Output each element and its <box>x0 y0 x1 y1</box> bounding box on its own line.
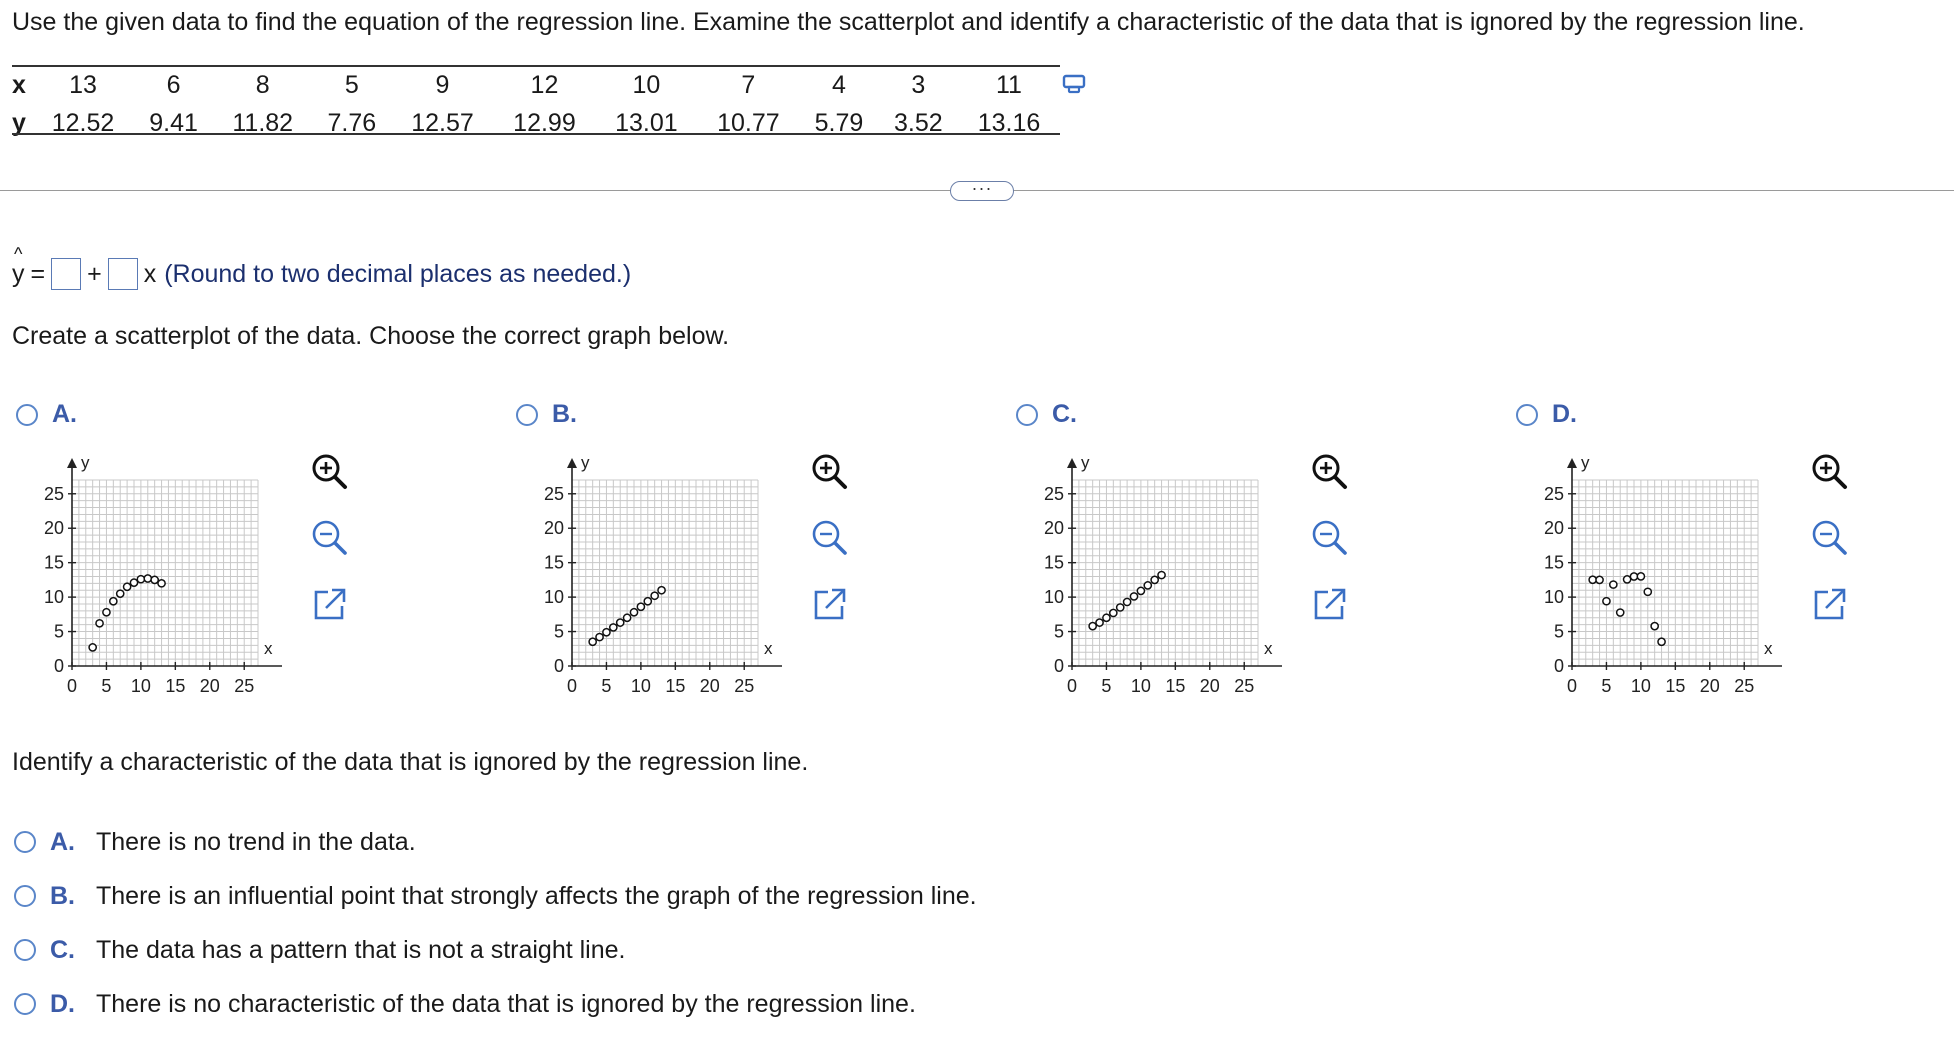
y-tick-label: 15 <box>1043 552 1064 573</box>
x-tick-label: 15 <box>1665 676 1686 696</box>
data-point <box>110 598 117 605</box>
choice-a-radio[interactable] <box>14 831 36 853</box>
x-cell: 10 <box>632 70 661 99</box>
y-tick-label: 15 <box>543 552 564 573</box>
y-cell: 9.41 <box>149 108 198 137</box>
x-axis-label: x <box>1264 639 1273 658</box>
slope-input[interactable] <box>108 258 138 290</box>
scatterplot-b <box>512 442 782 702</box>
y-tick-label: 0 <box>1553 656 1564 676</box>
y-cell: 12.57 <box>411 108 474 137</box>
data-point <box>624 614 631 621</box>
x-cell: 11 <box>996 70 1022 99</box>
graph-option-b-letter: B. <box>552 400 577 428</box>
data-point <box>1624 576 1631 583</box>
data-point <box>1137 587 1144 594</box>
data-point <box>637 603 644 610</box>
data-point <box>103 609 110 616</box>
zoom-in-icon[interactable] <box>1308 450 1350 492</box>
data-point <box>1644 588 1651 595</box>
y-tick-label: 20 <box>543 518 564 539</box>
data-point <box>630 609 637 616</box>
question-text: Use the given data to find the equation of the regression line. Examine the scatterplot and identify a characteristic of the data that is ignored by the regression line. <box>12 8 1805 36</box>
zoom-out-icon[interactable] <box>1808 516 1850 558</box>
graph-option-d-letter: D. <box>1552 400 1577 428</box>
data-table <box>12 66 1060 142</box>
choice-d-radio[interactable] <box>14 993 36 1015</box>
data-point <box>1596 576 1603 583</box>
x-axis-label: x <box>264 639 273 658</box>
data-point <box>1158 571 1165 578</box>
y-tick-label: 20 <box>1043 518 1064 539</box>
y-axis-label: y <box>81 453 90 472</box>
pop-out-icon[interactable] <box>1808 584 1850 626</box>
x-tick-label: 20 <box>699 676 720 696</box>
x-row-label: x <box>12 70 26 99</box>
data-point <box>603 629 610 636</box>
y-row-label: y <box>12 108 26 137</box>
zoom-out-icon[interactable] <box>808 516 850 558</box>
intercept-input[interactable] <box>51 258 81 290</box>
x-variable: x <box>143 259 157 288</box>
y-axis-arrow-icon <box>67 458 77 468</box>
y-tick-label: 15 <box>43 552 64 573</box>
choice-d-letter: D. <box>50 989 75 1018</box>
y-axis-arrow-icon <box>1567 458 1577 468</box>
zoom-out-icon[interactable] <box>1308 516 1350 558</box>
x-cell: 4 <box>832 70 846 99</box>
choice-c-text: The data has a pattern that is not a straight line. <box>96 935 626 964</box>
y-tick-label: 20 <box>43 518 64 539</box>
choice-a[interactable] <box>14 825 416 859</box>
graph-option-d <box>1512 398 1954 708</box>
y-cell: 3.52 <box>893 108 943 137</box>
more-button-label: ··· <box>971 178 993 198</box>
x-tick-label: 25 <box>234 676 255 696</box>
choice-a-letter: A. <box>50 827 75 856</box>
x-cell: 8 <box>255 70 270 99</box>
x-tick-label: 15 <box>665 676 686 696</box>
y-cell: 7.76 <box>327 108 377 137</box>
data-point <box>89 644 96 651</box>
y-tick-label: 5 <box>1553 621 1564 642</box>
y-tick-label: 10 <box>1543 587 1564 608</box>
y-tick-label: 10 <box>43 587 64 608</box>
choice-c[interactable] <box>14 933 626 967</box>
zoom-in-icon[interactable] <box>308 450 350 492</box>
data-point <box>158 580 165 587</box>
graph-option-d-radio[interactable] <box>1516 404 1538 426</box>
data-point <box>1603 598 1610 605</box>
x-tick-label: 10 <box>1130 676 1151 696</box>
data-point <box>1089 623 1096 630</box>
data-point <box>1124 598 1131 605</box>
graph-option-b-radio[interactable] <box>516 404 538 426</box>
y-axis-label: y <box>581 453 590 472</box>
choice-b-radio[interactable] <box>14 885 36 907</box>
data-point <box>1658 638 1665 645</box>
data-point <box>1144 582 1151 589</box>
scatterplot-c <box>1012 442 1282 702</box>
choice-b[interactable] <box>14 879 977 913</box>
x-tick-label: 5 <box>101 676 112 696</box>
graph-option-c-radio[interactable] <box>1016 404 1038 426</box>
x-tick-label: 20 <box>1199 676 1220 696</box>
copy-data-icon[interactable] <box>1062 74 1088 94</box>
y-row <box>12 104 1060 142</box>
y-tick-label: 5 <box>1053 621 1064 642</box>
data-point <box>610 624 617 631</box>
x-tick-label: 5 <box>1601 676 1612 696</box>
x-tick-label: 25 <box>1734 676 1755 696</box>
scatter-prompt: Create a scatterplot of the data. Choose the correct graph below. <box>12 322 730 350</box>
data-point <box>1117 604 1124 611</box>
graph-option-a-letter: A. <box>52 400 77 428</box>
data-point <box>124 583 131 590</box>
y-tick-label: 15 <box>1543 552 1564 573</box>
x-tick-label: 0 <box>1566 676 1578 696</box>
data-point <box>144 575 151 582</box>
y-tick-label: 5 <box>53 621 64 642</box>
data-point <box>1630 573 1637 580</box>
x-tick-label: 10 <box>630 676 651 696</box>
data-point <box>1096 619 1103 626</box>
y-tick-label: 25 <box>543 483 564 504</box>
scatterplot-d <box>1512 442 1782 702</box>
pop-out-icon[interactable] <box>808 584 850 626</box>
y-axis-arrow-icon <box>1067 458 1077 468</box>
data-point <box>151 576 158 583</box>
data-point <box>1589 576 1596 583</box>
y-cell: 12.52 <box>51 108 115 137</box>
x-row <box>12 66 1060 104</box>
data-point <box>658 587 665 594</box>
x-axis-label: x <box>1764 639 1773 658</box>
data-point <box>651 592 658 599</box>
pop-out-icon[interactable] <box>308 584 350 626</box>
table-bottom-rule <box>12 133 1060 135</box>
x-cell: 3 <box>911 70 926 99</box>
more-button[interactable] <box>950 178 1014 201</box>
x-tick-label: 0 <box>566 676 578 696</box>
x-cell: 7 <box>741 70 756 99</box>
x-cell: 12 <box>530 70 559 99</box>
choice-d[interactable] <box>14 987 916 1021</box>
y-cell: 12.99 <box>513 108 576 137</box>
x-tick-label: 25 <box>1234 676 1255 696</box>
x-tick-label: 20 <box>1699 676 1720 696</box>
data-point <box>137 576 144 583</box>
plus-sign: + <box>87 259 102 288</box>
y-cell: 13.01 <box>615 108 678 137</box>
data-point <box>596 633 603 640</box>
characteristic-prompt: Identify a characteristic of the data that is ignored by the regression line. <box>12 748 809 776</box>
y-tick-label: 10 <box>1043 587 1064 608</box>
data-point <box>1637 573 1644 580</box>
y-cell: 10.77 <box>717 108 780 137</box>
zoom-out-icon[interactable] <box>308 516 350 558</box>
equals-sign: = <box>30 259 46 288</box>
x-axis-label: x <box>764 639 773 658</box>
choice-d-text: There is no characteristic of the data that is ignored by the regression line. <box>96 989 916 1018</box>
choice-c-letter: C. <box>50 935 75 964</box>
graph-option-c <box>1012 398 1512 708</box>
y-tick-label: 25 <box>1543 483 1564 504</box>
y-tick-label: 0 <box>53 656 64 676</box>
graph-option-a <box>12 398 512 708</box>
x-tick-label: 0 <box>66 676 78 696</box>
y-cell: 5.79 <box>814 108 864 137</box>
scatterplot-a <box>12 442 282 702</box>
x-tick-label: 0 <box>1066 676 1078 696</box>
data-point <box>1151 576 1158 583</box>
x-cell: 9 <box>435 70 450 99</box>
hat-icon: ^ <box>14 243 23 264</box>
data-point <box>644 598 651 605</box>
x-tick-label: 25 <box>734 676 755 696</box>
x-cell: 5 <box>344 70 359 99</box>
x-cell: 6 <box>166 70 181 99</box>
y-tick-label: 5 <box>553 621 564 642</box>
graph-option-b <box>512 398 1012 708</box>
rounding-hint: (Round to two decimal places as needed.) <box>164 259 632 288</box>
choice-b-letter: B. <box>50 881 75 910</box>
y-cell: 13.16 <box>977 108 1041 137</box>
y-tick-label: 0 <box>553 656 564 676</box>
choice-c-radio[interactable] <box>14 939 36 961</box>
equation-row <box>12 243 632 292</box>
choice-a-text: There is no trend in the data. <box>96 827 416 856</box>
graph-option-c-letter: C. <box>1052 400 1077 428</box>
data-point <box>1130 593 1137 600</box>
y-tick-label: 10 <box>543 587 564 608</box>
data-point <box>117 590 124 597</box>
data-point <box>1110 609 1117 616</box>
y-axis-label: y <box>1081 453 1090 472</box>
x-cell: 13 <box>69 70 97 99</box>
pop-out-icon[interactable] <box>1308 584 1350 626</box>
data-point <box>589 638 596 645</box>
y-tick-label: 25 <box>1043 483 1064 504</box>
data-point <box>617 619 624 626</box>
x-tick-label: 10 <box>130 676 151 696</box>
zoom-in-icon[interactable] <box>1808 450 1850 492</box>
y-hat-label: y <box>12 259 25 288</box>
x-tick-label: 15 <box>165 676 186 696</box>
y-cell: 11.82 <box>232 108 294 137</box>
data-point <box>1103 614 1110 621</box>
data-point <box>1617 609 1624 616</box>
x-tick-label: 5 <box>601 676 612 696</box>
y-tick-label: 0 <box>1053 656 1064 676</box>
data-point <box>96 620 103 627</box>
y-tick-label: 25 <box>43 483 64 504</box>
x-tick-label: 10 <box>1630 676 1651 696</box>
y-axis-arrow-icon <box>567 458 577 468</box>
data-point <box>1610 581 1617 588</box>
choice-b-text: There is an influential point that strongly affects the graph of the regression line. <box>96 881 977 910</box>
zoom-in-icon[interactable] <box>808 450 850 492</box>
x-tick-label: 15 <box>1165 676 1186 696</box>
graph-option-a-radio[interactable] <box>16 404 38 426</box>
y-tick-label: 20 <box>1543 518 1564 539</box>
data-point <box>130 579 137 586</box>
y-axis-label: y <box>1581 453 1590 472</box>
x-tick-label: 20 <box>199 676 220 696</box>
x-tick-label: 5 <box>1101 676 1112 696</box>
data-point <box>1651 623 1658 630</box>
y-hat <box>12 243 25 289</box>
